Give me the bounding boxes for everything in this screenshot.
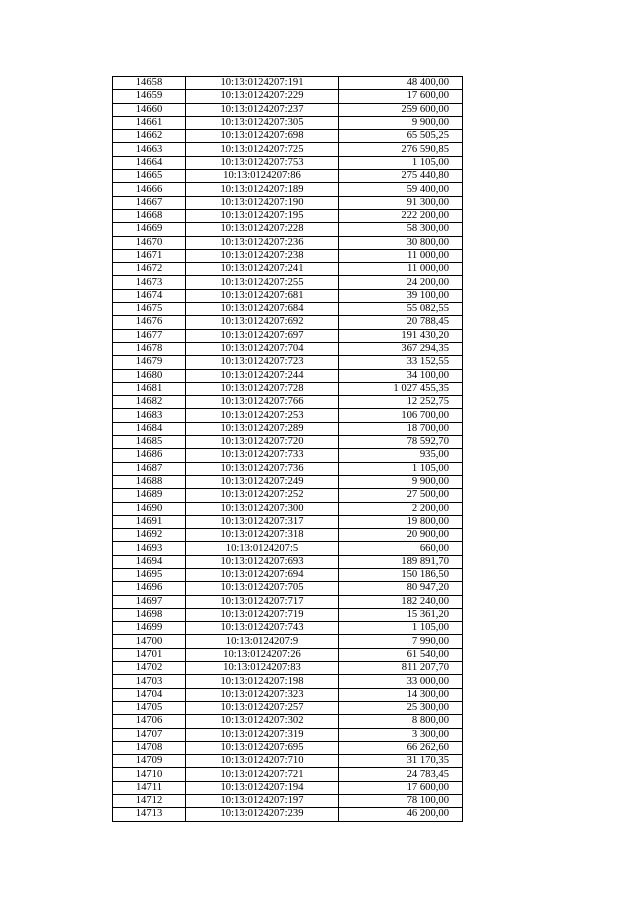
table-row xyxy=(113,223,463,236)
cadastral-number-cell: 10:13:0124207:733 xyxy=(186,449,339,462)
amount-cell: 150 186,50 xyxy=(339,568,463,581)
amount-cell: 3 300,00 xyxy=(339,728,463,741)
table-row xyxy=(113,475,463,488)
cadastral-number-cell: 10:13:0124207:238 xyxy=(186,249,339,262)
table-row xyxy=(113,701,463,714)
cadastral-number-cell: 10:13:0124207:697 xyxy=(186,329,339,342)
row-number-cell: 14689 xyxy=(113,489,186,502)
cadastral-number-cell: 10:13:0124207:244 xyxy=(186,369,339,382)
amount-cell: 24 783,45 xyxy=(339,768,463,781)
amount-cell: 27 500,00 xyxy=(339,489,463,502)
amount-cell: 189 891,70 xyxy=(339,555,463,568)
cadastral-number-cell: 10:13:0124207:236 xyxy=(186,236,339,249)
amount-cell: 276 590,85 xyxy=(339,143,463,156)
cadastral-number-cell: 10:13:0124207:720 xyxy=(186,436,339,449)
row-number-cell: 14661 xyxy=(113,116,186,129)
amount-cell: 20 900,00 xyxy=(339,529,463,542)
cadastral-number-cell: 10:13:0124207:190 xyxy=(186,196,339,209)
table-row xyxy=(113,795,463,808)
table-row xyxy=(113,462,463,475)
table-row xyxy=(113,329,463,342)
table-row xyxy=(113,116,463,129)
table-row xyxy=(113,582,463,595)
row-number-cell: 14697 xyxy=(113,595,186,608)
row-number-cell: 14693 xyxy=(113,542,186,555)
row-number-cell: 14713 xyxy=(113,808,186,821)
amount-cell: 66 262,60 xyxy=(339,741,463,754)
table-row xyxy=(113,542,463,555)
row-number-cell: 14694 xyxy=(113,555,186,568)
table-row xyxy=(113,249,463,262)
table-row xyxy=(113,289,463,302)
row-number-cell: 14704 xyxy=(113,688,186,701)
row-number-cell: 14664 xyxy=(113,156,186,169)
amount-cell: 59 400,00 xyxy=(339,183,463,196)
amount-cell: 17 600,00 xyxy=(339,90,463,103)
row-number-cell: 14698 xyxy=(113,608,186,621)
cadastral-number-cell: 10:13:0124207:743 xyxy=(186,622,339,635)
amount-cell: 55 082,55 xyxy=(339,303,463,316)
cadastral-number-cell: 10:13:0124207:241 xyxy=(186,263,339,276)
row-number-cell: 14665 xyxy=(113,170,186,183)
cadastral-number-cell: 10:13:0124207:723 xyxy=(186,356,339,369)
cadastral-number-cell: 10:13:0124207:195 xyxy=(186,209,339,222)
row-number-cell: 14688 xyxy=(113,475,186,488)
cadastral-number-cell: 10:13:0124207:257 xyxy=(186,701,339,714)
amount-cell: 15 361,20 xyxy=(339,608,463,621)
amount-cell: 2 200,00 xyxy=(339,502,463,515)
table-row xyxy=(113,369,463,382)
amount-cell: 811 207,70 xyxy=(339,662,463,675)
cadastral-number-cell: 10:13:0124207:300 xyxy=(186,502,339,515)
table-row xyxy=(113,502,463,515)
amount-cell: 182 240,00 xyxy=(339,595,463,608)
table-row xyxy=(113,170,463,183)
row-number-cell: 14708 xyxy=(113,741,186,754)
table-row xyxy=(113,489,463,502)
cadastral-number-cell: 10:13:0124207:26 xyxy=(186,648,339,661)
row-number-cell: 14675 xyxy=(113,303,186,316)
amount-cell: 1 105,00 xyxy=(339,462,463,475)
row-number-cell: 14695 xyxy=(113,568,186,581)
cadastral-number-cell: 10:13:0124207:191 xyxy=(186,77,339,90)
cadastral-number-cell: 10:13:0124207:317 xyxy=(186,515,339,528)
table-row xyxy=(113,648,463,661)
table-row xyxy=(113,555,463,568)
row-number-cell: 14679 xyxy=(113,356,186,369)
cadastral-number-cell: 10:13:0124207:323 xyxy=(186,688,339,701)
table-row xyxy=(113,316,463,329)
amount-cell: 17 600,00 xyxy=(339,781,463,794)
amount-cell: 259 600,00 xyxy=(339,103,463,116)
amount-cell: 33 152,55 xyxy=(339,356,463,369)
cadastral-number-cell: 10:13:0124207:198 xyxy=(186,675,339,688)
row-number-cell: 14692 xyxy=(113,529,186,542)
row-number-cell: 14663 xyxy=(113,143,186,156)
cadastral-number-cell: 10:13:0124207:302 xyxy=(186,715,339,728)
amount-cell: 33 000,00 xyxy=(339,675,463,688)
amount-cell: 31 170,35 xyxy=(339,755,463,768)
cadastral-number-cell: 10:13:0124207:197 xyxy=(186,795,339,808)
amount-cell: 1 027 455,35 xyxy=(339,382,463,395)
amount-cell: 25 300,00 xyxy=(339,701,463,714)
cadastral-number-cell: 10:13:0124207:684 xyxy=(186,303,339,316)
amount-cell: 78 592,70 xyxy=(339,436,463,449)
amount-cell: 34 100,00 xyxy=(339,369,463,382)
cadastral-number-cell: 10:13:0124207:710 xyxy=(186,755,339,768)
row-number-cell: 14669 xyxy=(113,223,186,236)
table-row xyxy=(113,449,463,462)
cadastral-number-cell: 10:13:0124207:719 xyxy=(186,608,339,621)
table-row xyxy=(113,143,463,156)
table-row xyxy=(113,196,463,209)
cadastral-number-cell: 10:13:0124207:252 xyxy=(186,489,339,502)
table-row xyxy=(113,622,463,635)
amount-cell: 14 300,00 xyxy=(339,688,463,701)
cadastral-number-cell: 10:13:0124207:725 xyxy=(186,143,339,156)
row-number-cell: 14687 xyxy=(113,462,186,475)
amount-cell: 8 800,00 xyxy=(339,715,463,728)
cadastral-number-cell: 10:13:0124207:705 xyxy=(186,582,339,595)
cadastral-number-cell: 10:13:0124207:289 xyxy=(186,422,339,435)
row-number-cell: 14672 xyxy=(113,263,186,276)
row-number-cell: 14700 xyxy=(113,635,186,648)
amount-cell: 78 100,00 xyxy=(339,795,463,808)
amount-cell: 106 700,00 xyxy=(339,409,463,422)
table-row xyxy=(113,183,463,196)
table-row xyxy=(113,90,463,103)
table-row xyxy=(113,422,463,435)
cadastral-number-cell: 10:13:0124207:229 xyxy=(186,90,339,103)
table-row xyxy=(113,263,463,276)
table-row xyxy=(113,808,463,821)
cadastral-number-cell: 10:13:0124207:319 xyxy=(186,728,339,741)
amount-cell: 7 990,00 xyxy=(339,635,463,648)
amount-cell: 24 200,00 xyxy=(339,276,463,289)
amount-cell: 18 700,00 xyxy=(339,422,463,435)
cadastral-number-cell: 10:13:0124207:237 xyxy=(186,103,339,116)
row-number-cell: 14666 xyxy=(113,183,186,196)
amount-cell: 91 300,00 xyxy=(339,196,463,209)
amount-cell: 660,00 xyxy=(339,542,463,555)
data-table xyxy=(112,76,463,822)
row-number-cell: 14710 xyxy=(113,768,186,781)
cadastral-number-cell: 10:13:0124207:736 xyxy=(186,462,339,475)
table-row xyxy=(113,396,463,409)
amount-cell: 222 200,00 xyxy=(339,209,463,222)
row-number-cell: 14691 xyxy=(113,515,186,528)
table-row xyxy=(113,568,463,581)
table-row xyxy=(113,741,463,754)
row-number-cell: 14712 xyxy=(113,795,186,808)
amount-cell: 39 100,00 xyxy=(339,289,463,302)
amount-cell: 61 540,00 xyxy=(339,648,463,661)
cadastral-number-cell: 10:13:0124207:253 xyxy=(186,409,339,422)
row-number-cell: 14706 xyxy=(113,715,186,728)
cadastral-number-cell: 10:13:0124207:766 xyxy=(186,396,339,409)
row-number-cell: 14699 xyxy=(113,622,186,635)
cadastral-number-cell: 10:13:0124207:5 xyxy=(186,542,339,555)
amount-cell: 80 947,20 xyxy=(339,582,463,595)
row-number-cell: 14662 xyxy=(113,130,186,143)
amount-cell: 58 300,00 xyxy=(339,223,463,236)
cadastral-number-cell: 10:13:0124207:704 xyxy=(186,342,339,355)
amount-cell: 367 294,35 xyxy=(339,342,463,355)
table-row xyxy=(113,130,463,143)
table-row xyxy=(113,436,463,449)
amount-cell: 12 252,75 xyxy=(339,396,463,409)
row-number-cell: 14681 xyxy=(113,382,186,395)
row-number-cell: 14702 xyxy=(113,662,186,675)
row-number-cell: 14701 xyxy=(113,648,186,661)
row-number-cell: 14683 xyxy=(113,409,186,422)
row-number-cell: 14686 xyxy=(113,449,186,462)
cadastral-number-cell: 10:13:0124207:249 xyxy=(186,475,339,488)
table-row xyxy=(113,382,463,395)
cadastral-number-cell: 10:13:0124207:9 xyxy=(186,635,339,648)
row-number-cell: 14685 xyxy=(113,436,186,449)
amount-cell: 1 105,00 xyxy=(339,156,463,169)
cadastral-number-cell: 10:13:0124207:228 xyxy=(186,223,339,236)
row-number-cell: 14703 xyxy=(113,675,186,688)
table-row xyxy=(113,635,463,648)
amount-cell: 19 800,00 xyxy=(339,515,463,528)
table-row xyxy=(113,675,463,688)
amount-cell: 48 400,00 xyxy=(339,77,463,90)
row-number-cell: 14673 xyxy=(113,276,186,289)
cadastral-number-cell: 10:13:0124207:255 xyxy=(186,276,339,289)
amount-cell: 9 900,00 xyxy=(339,475,463,488)
row-number-cell: 14668 xyxy=(113,209,186,222)
table-row xyxy=(113,409,463,422)
table-body xyxy=(113,77,463,822)
cadastral-number-cell: 10:13:0124207:695 xyxy=(186,741,339,754)
row-number-cell: 14684 xyxy=(113,422,186,435)
row-number-cell: 14680 xyxy=(113,369,186,382)
amount-cell: 65 505,25 xyxy=(339,130,463,143)
amount-cell: 20 788,45 xyxy=(339,316,463,329)
table-row xyxy=(113,608,463,621)
cadastral-number-cell: 10:13:0124207:305 xyxy=(186,116,339,129)
table-row xyxy=(113,662,463,675)
table-row xyxy=(113,276,463,289)
row-number-cell: 14705 xyxy=(113,701,186,714)
amount-cell: 275 440,80 xyxy=(339,170,463,183)
cadastral-number-cell: 10:13:0124207:189 xyxy=(186,183,339,196)
amount-cell: 935,00 xyxy=(339,449,463,462)
table-row xyxy=(113,303,463,316)
cadastral-number-cell: 10:13:0124207:692 xyxy=(186,316,339,329)
cadastral-number-cell: 10:13:0124207:721 xyxy=(186,768,339,781)
row-number-cell: 14670 xyxy=(113,236,186,249)
amount-cell: 11 000,00 xyxy=(339,263,463,276)
table-row xyxy=(113,356,463,369)
table-row xyxy=(113,728,463,741)
row-number-cell: 14677 xyxy=(113,329,186,342)
amount-cell: 191 430,20 xyxy=(339,329,463,342)
table-row xyxy=(113,715,463,728)
row-number-cell: 14674 xyxy=(113,289,186,302)
table-row xyxy=(113,77,463,90)
cadastral-number-cell: 10:13:0124207:753 xyxy=(186,156,339,169)
row-number-cell: 14659 xyxy=(113,90,186,103)
table-row xyxy=(113,342,463,355)
cadastral-number-cell: 10:13:0124207:693 xyxy=(186,555,339,568)
cadastral-number-cell: 10:13:0124207:694 xyxy=(186,568,339,581)
table-row xyxy=(113,103,463,116)
amount-cell: 1 105,00 xyxy=(339,622,463,635)
row-number-cell: 14678 xyxy=(113,342,186,355)
row-number-cell: 14676 xyxy=(113,316,186,329)
row-number-cell: 14707 xyxy=(113,728,186,741)
amount-cell: 46 200,00 xyxy=(339,808,463,821)
cadastral-number-cell: 10:13:0124207:86 xyxy=(186,170,339,183)
table-row xyxy=(113,529,463,542)
cadastral-number-cell: 10:13:0124207:318 xyxy=(186,529,339,542)
table-row xyxy=(113,688,463,701)
row-number-cell: 14660 xyxy=(113,103,186,116)
amount-cell: 30 800,00 xyxy=(339,236,463,249)
row-number-cell: 14709 xyxy=(113,755,186,768)
row-number-cell: 14671 xyxy=(113,249,186,262)
table-row xyxy=(113,781,463,794)
table-row xyxy=(113,595,463,608)
table-row xyxy=(113,755,463,768)
cadastral-number-cell: 10:13:0124207:728 xyxy=(186,382,339,395)
row-number-cell: 14690 xyxy=(113,502,186,515)
row-number-cell: 14711 xyxy=(113,781,186,794)
amount-cell: 11 000,00 xyxy=(339,249,463,262)
cadastral-number-cell: 10:13:0124207:239 xyxy=(186,808,339,821)
table-row xyxy=(113,236,463,249)
amount-cell: 9 900,00 xyxy=(339,116,463,129)
cadastral-number-cell: 10:13:0124207:698 xyxy=(186,130,339,143)
cadastral-number-cell: 10:13:0124207:194 xyxy=(186,781,339,794)
table-row xyxy=(113,156,463,169)
cadastral-number-cell: 10:13:0124207:717 xyxy=(186,595,339,608)
row-number-cell: 14658 xyxy=(113,77,186,90)
row-number-cell: 14696 xyxy=(113,582,186,595)
table-row xyxy=(113,209,463,222)
cadastral-number-cell: 10:13:0124207:681 xyxy=(186,289,339,302)
cadastral-number-cell: 10:13:0124207:83 xyxy=(186,662,339,675)
row-number-cell: 14682 xyxy=(113,396,186,409)
table-row xyxy=(113,515,463,528)
row-number-cell: 14667 xyxy=(113,196,186,209)
table-row xyxy=(113,768,463,781)
